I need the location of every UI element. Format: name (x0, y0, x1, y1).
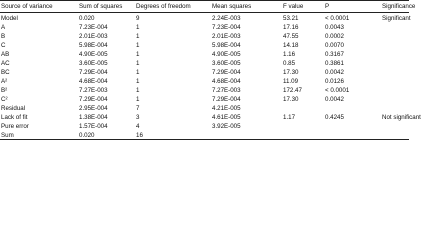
cell-f-value: 17.30 (283, 68, 299, 76)
cell-source: Residual (1, 104, 26, 112)
header-f-value: F value (283, 3, 304, 10)
cell-p: 0.0070 (325, 41, 344, 49)
cell-f-value: 0.85 (283, 59, 296, 67)
cell-source: A (1, 23, 6, 31)
cell-f-value: 53.21 (283, 14, 299, 22)
cell-sum-of-squares: 3.60E-005 (79, 59, 108, 67)
cell-degrees-of-freedom: 1 (136, 50, 140, 58)
cell-mean-squares: 7.23E-004 (212, 23, 241, 31)
cell-sum-of-squares: 7.29E-004 (79, 95, 108, 103)
cell-source: Model (1, 14, 18, 22)
cell-mean-squares: 4.21E-005 (212, 104, 241, 112)
cell-degrees-of-freedom: 4 (136, 122, 140, 130)
cell-f-value: 17.16 (283, 23, 299, 31)
cell-significance: Significant (382, 14, 411, 22)
cell-sum-of-squares: 5.98E-004 (79, 41, 108, 49)
table-top-rule (0, 0, 409, 1)
cell-sum-of-squares: 0.020 (79, 14, 95, 22)
cell-p: 0.3167 (325, 50, 344, 58)
cell-mean-squares: 4.90E-005 (212, 50, 241, 58)
cell-source: AB (1, 50, 10, 58)
cell-sum-of-squares: 2.95E-004 (79, 104, 108, 112)
cell-mean-squares: 2.24E-003 (212, 14, 241, 22)
cell-mean-squares: 4.61E-005 (212, 113, 241, 121)
cell-source: B² (1, 86, 8, 94)
cell-p: 0.0002 (325, 32, 344, 40)
cell-p: 0.4245 (325, 113, 344, 121)
cell-degrees-of-freedom: 1 (136, 95, 140, 103)
cell-p: 0.0043 (325, 23, 344, 31)
header-significance: Significance (382, 3, 416, 10)
cell-mean-squares: 5.98E-004 (212, 41, 241, 49)
cell-mean-squares: 4.68E-004 (212, 77, 241, 85)
cell-f-value: 172.47 (283, 86, 302, 94)
cell-sum-of-squares: 7.23E-004 (79, 23, 108, 31)
cell-sum-of-squares: 0.020 (79, 131, 95, 139)
cell-degrees-of-freedom: 16 (136, 131, 143, 139)
cell-source: A² (1, 77, 8, 85)
cell-degrees-of-freedom: 1 (136, 41, 140, 49)
cell-p: < 0.0001 (325, 14, 350, 22)
cell-mean-squares: 7.27E-003 (212, 86, 241, 94)
cell-p: 0.0042 (325, 68, 344, 76)
cell-degrees-of-freedom: 7 (136, 104, 140, 112)
cell-degrees-of-freedom: 3 (136, 113, 140, 121)
cell-f-value: 1.16 (283, 50, 296, 58)
cell-significance: Not significant (382, 113, 421, 121)
cell-degrees-of-freedom: 1 (136, 23, 140, 31)
cell-degrees-of-freedom: 1 (136, 32, 140, 40)
cell-p: 0.3861 (325, 59, 344, 67)
cell-p: 0.0042 (325, 95, 344, 103)
cell-f-value: 17.30 (283, 95, 299, 103)
header-mean-squares: Mean squares (212, 3, 252, 10)
cell-sum-of-squares: 1.38E-004 (79, 113, 108, 121)
cell-degrees-of-freedom: 1 (136, 77, 140, 85)
cell-f-value: 1.17 (283, 113, 296, 121)
cell-source: B (1, 32, 6, 40)
cell-sum-of-squares: 7.27E-003 (79, 86, 108, 94)
cell-mean-squares: 7.29E-004 (212, 68, 241, 76)
cell-sum-of-squares: 1.57E-004 (79, 122, 108, 130)
cell-p: < 0.0001 (325, 86, 350, 94)
cell-mean-squares: 7.29E-004 (212, 95, 241, 103)
cell-source: AC (1, 59, 10, 67)
cell-degrees-of-freedom: 9 (136, 14, 140, 22)
header-p: P (325, 3, 330, 10)
cell-mean-squares: 3.92E-005 (212, 122, 241, 130)
cell-p: 0.0126 (325, 77, 344, 85)
header-sum-of-squares: Sum of squares (79, 3, 123, 10)
cell-source: BC (1, 68, 10, 76)
cell-sum-of-squares: 7.29E-004 (79, 68, 108, 76)
cell-source: Sum (1, 131, 14, 139)
cell-degrees-of-freedom: 1 (136, 68, 140, 76)
cell-degrees-of-freedom: 1 (136, 86, 140, 94)
cell-sum-of-squares: 4.90E-005 (79, 50, 108, 58)
cell-mean-squares: 2.01E-003 (212, 32, 241, 40)
header-degrees-of-freedom: Degrees of freedom (136, 3, 191, 10)
cell-source: Lack of fit (1, 113, 28, 121)
cell-source: C (1, 41, 6, 49)
cell-f-value: 11.09 (283, 77, 299, 85)
cell-degrees-of-freedom: 1 (136, 59, 140, 67)
cell-f-value: 14.18 (283, 41, 299, 49)
cell-sum-of-squares: 4.68E-004 (79, 77, 108, 85)
cell-f-value: 47.55 (283, 32, 299, 40)
table-bottom-rule (0, 139, 409, 140)
cell-source: Pure error (1, 122, 29, 130)
header-source: Source of variance (1, 3, 53, 10)
cell-source: C² (1, 95, 8, 103)
cell-sum-of-squares: 2.01E-003 (79, 32, 108, 40)
cell-mean-squares: 3.60E-005 (212, 59, 241, 67)
